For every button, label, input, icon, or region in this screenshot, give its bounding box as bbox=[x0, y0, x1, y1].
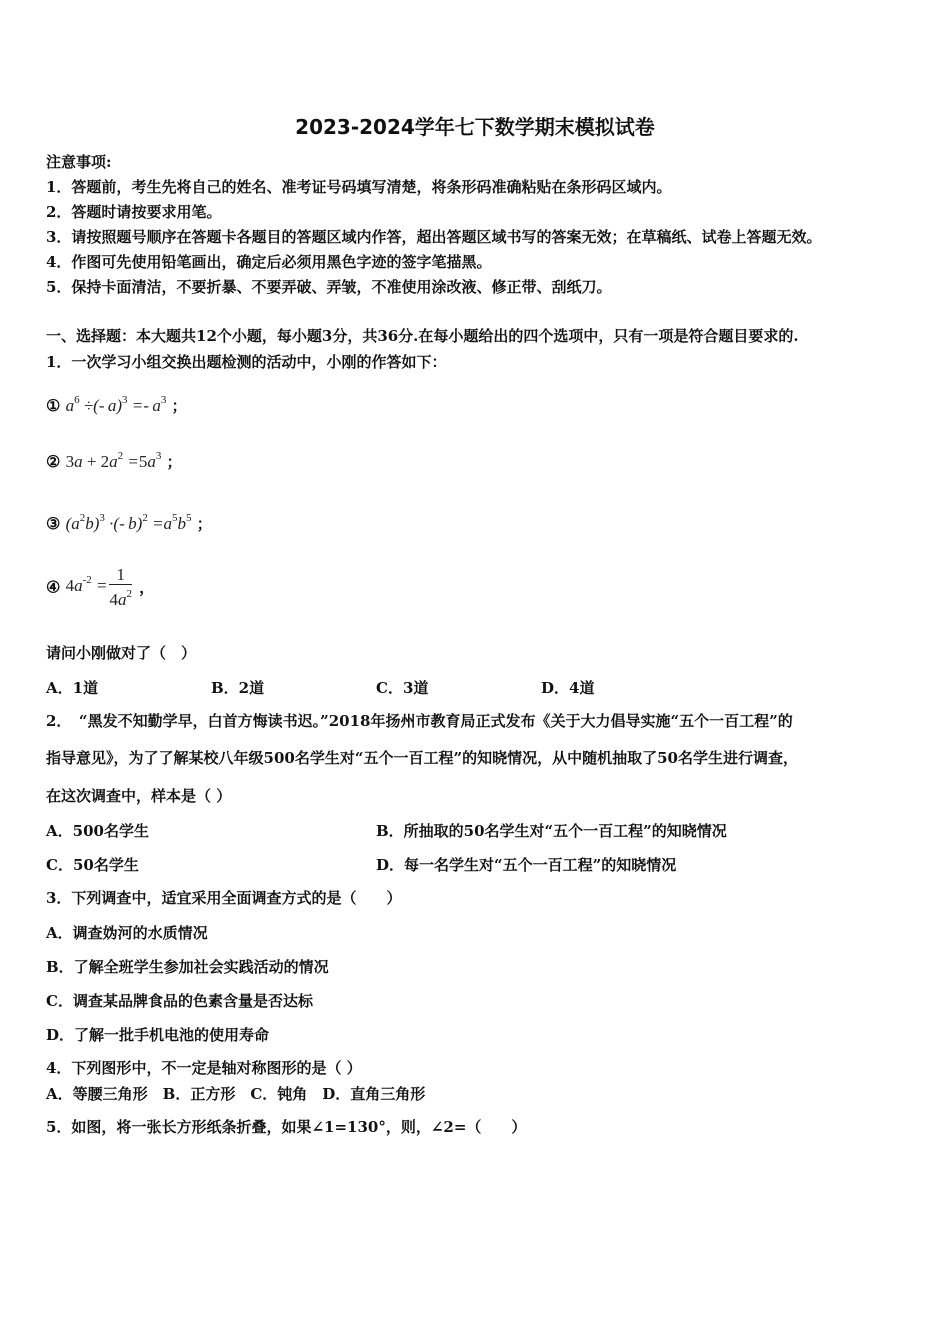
q4-options[interactable]: A．等腰三角形 B．正方形 C．钝角 D．直角三角形 bbox=[46, 1085, 426, 1103]
q1-item-1 bbox=[46, 390, 187, 416]
q2-option-a[interactable]: A．500名学生 bbox=[46, 822, 149, 840]
q1-mark-4: ④ bbox=[46, 577, 61, 597]
q1-sep-2: ； bbox=[166, 453, 182, 471]
q2-option-d[interactable]: D．每一名学生对“五个一百工程”的知晓情况 bbox=[376, 856, 677, 874]
q1-mark-3: ③ bbox=[46, 514, 61, 533]
q1-option-b[interactable]: B．2道 bbox=[211, 679, 265, 697]
q3-stem: 3．下列调查中，适宜采用全面调查方式的是（ ） bbox=[46, 889, 402, 907]
page-title: 2023-2024学年七下数学期末模拟试卷 bbox=[295, 115, 655, 139]
q1-option-d[interactable]: D．4道 bbox=[541, 679, 595, 697]
q2-line-3: 在这次调查中，样本是（ ） bbox=[46, 787, 232, 805]
q4-stem: 4．下列图形中，不一定是轴对称图形的是（ ） bbox=[46, 1059, 362, 1077]
notice-item-4: 4．作图可先使用铅笔画出，确定后必须用黑色字迹的签字笔描黑。 bbox=[46, 253, 492, 271]
q2-line-2: 指导意见》，为了了解某校八年级500名学生对“五个一百工程”的知晓情况，从中随机抽取了50名学生进行调查， bbox=[46, 749, 798, 767]
q1-formula-2: $3a + 2a^2 =5a^3$ bbox=[65, 450, 162, 471]
q5-stem: 5．如图，将一张长方形纸条折叠，如果∠1=130°，则，∠2=（ ） bbox=[46, 1118, 527, 1136]
q1-item-2 bbox=[46, 446, 182, 472]
q3-option-a[interactable]: A．调查妫河的水质情况 bbox=[46, 924, 208, 942]
q1-sep-4: ， bbox=[139, 578, 155, 597]
notice-item-5: 5．保持卡面清洁，不要折暴、不要弄破、弄皱，不准使用涂改液、修正带、刮纸刀。 bbox=[46, 278, 612, 296]
q1-option-c[interactable]: C．3道 bbox=[376, 679, 429, 697]
q1-stem: 1．一次学习小组交换出题检测的活动中，小刚的作答如下： bbox=[46, 353, 447, 371]
q1-mark-2: ② bbox=[46, 452, 61, 471]
section-heading: 一、选择题：本大题共12个小题，每小题3分，共36分.在每小题给出的四个选项中，只有一项是符合题目要求的. bbox=[46, 327, 799, 345]
q3-option-d[interactable]: D．了解一批手机电池的使用寿命 bbox=[46, 1026, 270, 1044]
q1-sep-1: ； bbox=[171, 397, 187, 415]
q1-mark-1: ① bbox=[46, 396, 61, 415]
q2-line-1: 2． “黑发不知勤学早，白首方悔读书迟。”2018年扬州市教育局正式发布《关于大力倡导实施“五个一百工程”的 bbox=[46, 712, 793, 730]
q2-option-b[interactable]: B．所抽取的50名学生对“五个一百工程”的知晓情况 bbox=[376, 822, 727, 840]
q1-ask: 请问小刚做对了（ ） bbox=[46, 644, 197, 662]
q3-option-b[interactable]: B．了解全班学生参加社会实践活动的情况 bbox=[46, 958, 329, 976]
q1-formula-4: $4a^{-2}$ = $\frac{1}{4a^2}$ bbox=[65, 565, 132, 609]
q1-formula-1: $a^6$ ÷(- $a)^3 =- a^3$ bbox=[65, 394, 167, 415]
q2-option-c[interactable]: C．50名学生 bbox=[46, 856, 139, 874]
q1-sep-3: ； bbox=[196, 515, 212, 533]
notice-heading: 注意事项: bbox=[46, 153, 112, 171]
q1-item-3 bbox=[46, 508, 212, 534]
q1-item-4 bbox=[46, 566, 154, 609]
notice-item-3: 3．请按照题号顺序在答题卡各题目的答题区域内作答，超出答题区域书写的答案无效；在草稿纸、试卷上答题无效。 bbox=[46, 228, 822, 246]
q1-option-a[interactable]: A．1道 bbox=[46, 679, 99, 697]
q1-formula-3: $(a^2b)^3$ ·(- $b)^2 =a^5b^5$ bbox=[65, 512, 192, 533]
notice-item-1: 1．答题前，考生先将自己的姓名、准考证号码填写清楚，将条形码准确粘贴在条形码区域内。 bbox=[46, 178, 672, 196]
notice-item-2: 2．答题时请按要求用笔。 bbox=[46, 203, 222, 221]
q3-option-c[interactable]: C．调查某品牌食品的色素含量是否达标 bbox=[46, 992, 313, 1010]
